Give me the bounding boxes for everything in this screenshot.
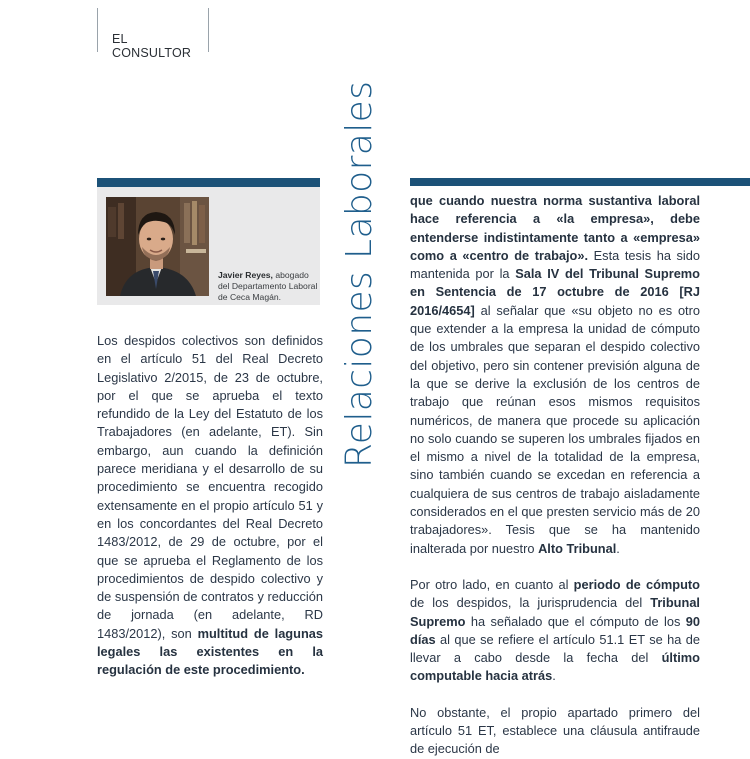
author-bar bbox=[97, 178, 320, 187]
paragraph-text: No obstante, el propio apartado primero del artículo 51 ET, establece una cláusula antifraude de ejecución de bbox=[410, 704, 700, 757]
author-role-2: del Departamento Laboral bbox=[218, 281, 318, 291]
author-role-3: de Ceca Magán. bbox=[218, 292, 282, 302]
bold-text: Sala IV del Tribunal Supremo en Sentencia de 17 octubre de 2016 [RJ 2016/4654] bbox=[410, 266, 701, 318]
section-title: Relaciones Laborales bbox=[339, 80, 380, 468]
column-bar bbox=[410, 178, 750, 186]
paragraph bbox=[410, 704, 700, 759]
author-name: Javier Reyes, bbox=[218, 270, 273, 280]
paragraph bbox=[410, 192, 700, 558]
bold-text: multitud de lagunas legales las existentes en la regulación de este procedimiento. bbox=[97, 625, 323, 678]
paragraph-text: . bbox=[552, 668, 556, 684]
paragraph-text: al señalar que «su objeto no es otro que extender a la empresa la unidad de cómputo de los umbrales que separan el despido colectivo del objetivo, pero sin contener previsión alguna de la que se derive la exclusión de los centros de trabajo que reúnan esos mismos requisitos numéricos, de manera que procede su aplicación no solo cuando se superen los umbrales fijados en el mismo a nivel de la totalidad de la empresa, sino también cuando se excedan en referencia a cualquiera de sus centros de trabajo aisladamente considerados en el que presten servicio más de 20 trabajadores». Tesis que se ha mantenido inalterada por nuestro bbox=[410, 302, 700, 556]
paragraph-text: al que se refiere el artículo 51.1 ET se ha de llevar a cabo desde la fecha del bbox=[410, 631, 700, 666]
section-label: EL CONSULTOR bbox=[112, 32, 192, 60]
paragraph bbox=[410, 576, 700, 686]
paragraph bbox=[97, 332, 323, 680]
paragraph-text: . bbox=[616, 540, 620, 556]
paragraph-text: Esta tesis ha sido mantenida por la bbox=[410, 247, 700, 282]
paragraph-text: Los despidos colectivos son definidos en el artículo 51 del Real Decreto Legislativo 2/2015, de 23 de octubre, por el que se aprueba el texto refundido de la Ley del Estatuto de los Trabajadores (en adelante, ET). Sin embargo, aun cuando la definición parece meridiana y el desarrollo de su procedimiento se encuentra recogido extensamente en el propio artículo 51 y en los concordantes del Real Decreto 1483/2012, de 29 de octubre, por el que se aprueba el Reglamento de los procedimientos de despido colectivo y de suspensión de contratos y reducción de jornada (en adelante, RD 1483/2012), son bbox=[97, 333, 323, 641]
author-caption bbox=[218, 270, 318, 303]
author-photo bbox=[106, 197, 209, 296]
left-column bbox=[97, 332, 323, 680]
bold-text: último computable hacia atrás bbox=[410, 650, 700, 684]
bold-text: que cuando nuestra norma sustantiva laboral hace referencia a «la empresa», debe entenderse indistintamente tanto a «empresa» como a «centro de trabajo». bbox=[410, 193, 700, 263]
author-box bbox=[97, 187, 320, 305]
author-portrait-image bbox=[106, 197, 209, 296]
author-role-1: abogado bbox=[275, 270, 309, 280]
paragraph-text: Por otro lado, en cuanto al bbox=[410, 576, 574, 592]
bold-text: Alto Tribunal bbox=[538, 540, 617, 556]
paragraph-text: de los despidos, la jurisprudencia del bbox=[410, 595, 651, 611]
bold-text: 90 días bbox=[410, 613, 700, 647]
right-column bbox=[410, 192, 700, 759]
paragraph-text: ha señalado que el cómputo de los bbox=[465, 613, 686, 629]
section-tag bbox=[97, 8, 209, 60]
bold-text: periodo de cómputo bbox=[573, 576, 700, 592]
bold-text: Tribunal Supremo bbox=[410, 595, 700, 629]
